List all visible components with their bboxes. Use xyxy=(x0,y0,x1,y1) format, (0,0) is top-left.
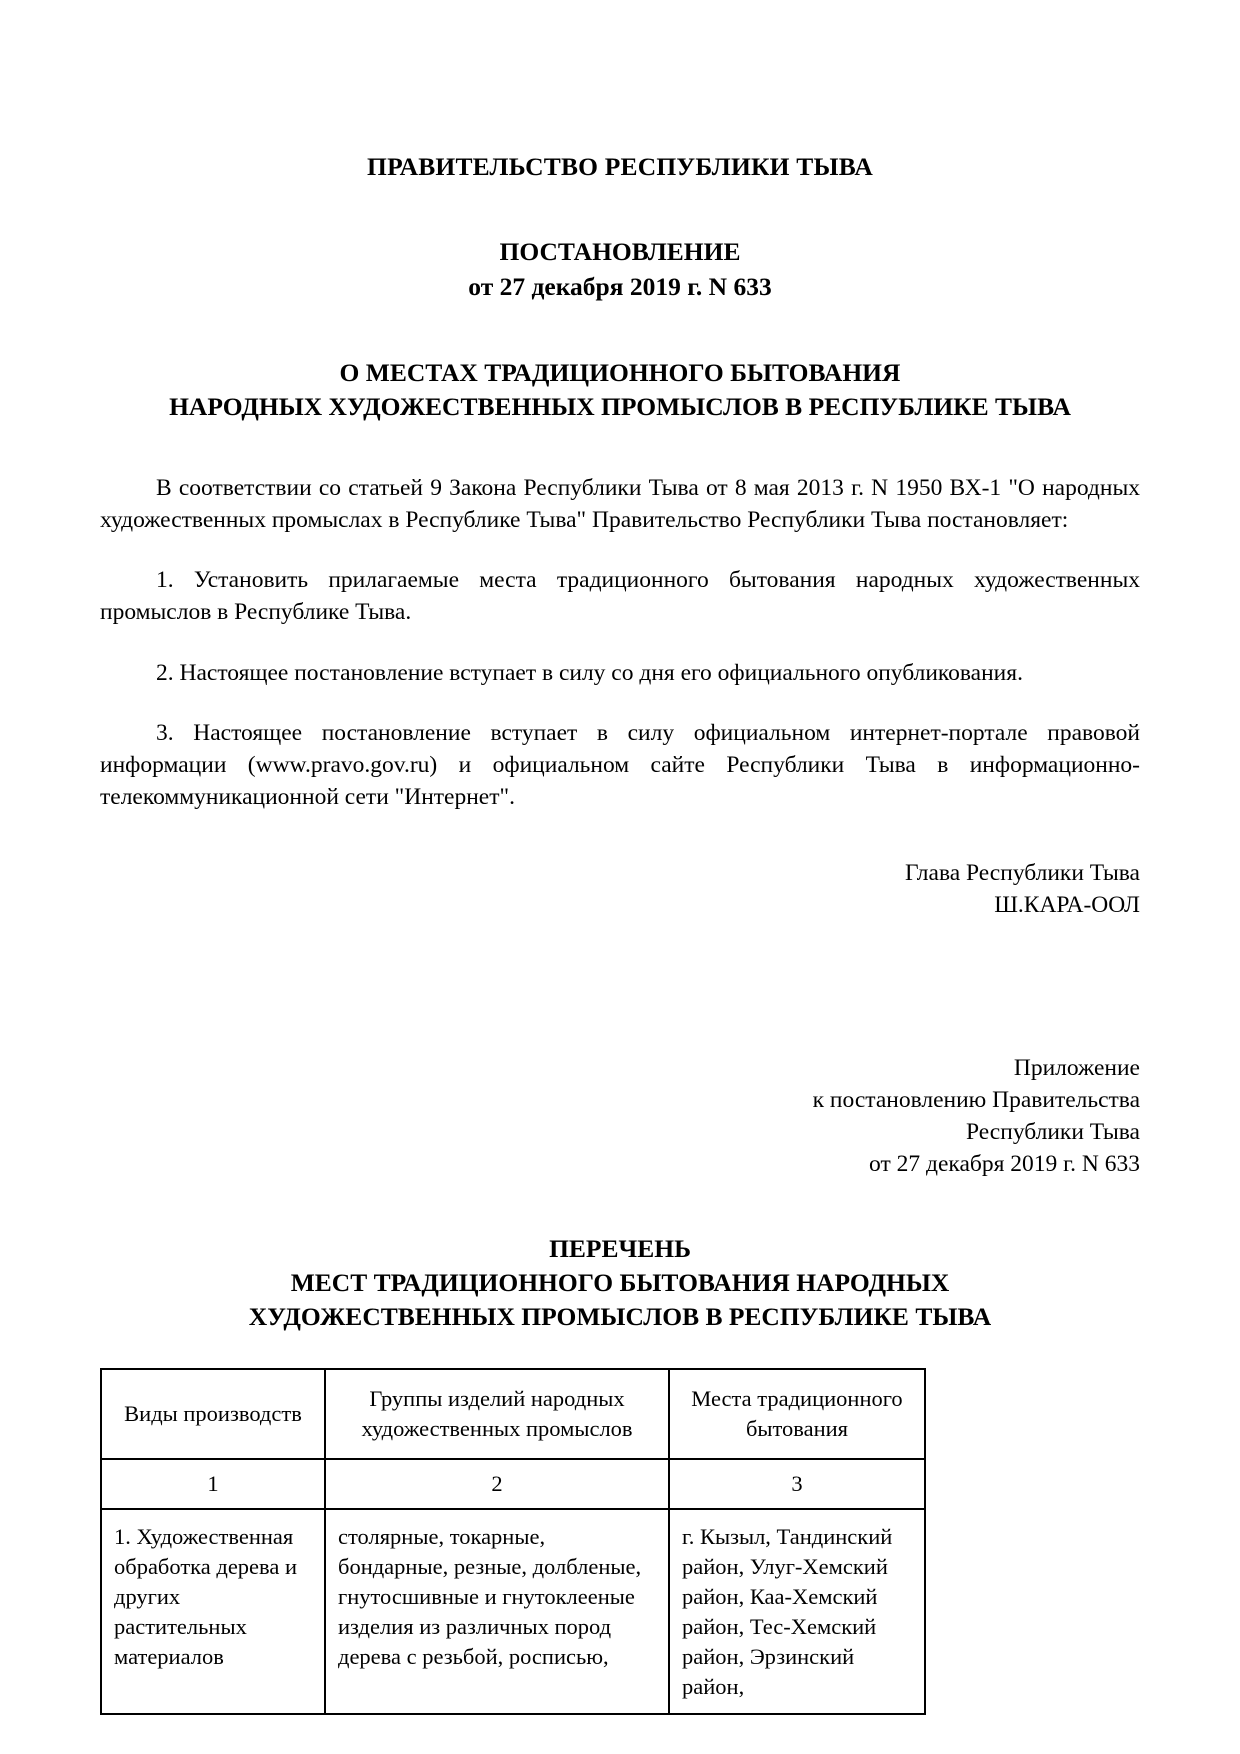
document-subject-heading xyxy=(100,356,1140,424)
places-table-wrapper xyxy=(100,1368,1140,1715)
appendix-reference-block xyxy=(100,1052,1140,1181)
issuer-heading: ПРАВИТЕЛЬСТВО РЕСПУБЛИКИ ТЫВА xyxy=(367,152,873,181)
table-header-cell-production-types: Виды производств xyxy=(101,1369,325,1459)
column-number-1: 1 xyxy=(101,1459,325,1509)
table-header-row xyxy=(101,1369,925,1459)
table-cell-product-group: столярные, токарные, бондарные, резные, долбленые, гнутосшивные и гнутоклееные изделия из различных пород дерева с резьбой, росписью, xyxy=(325,1509,669,1715)
clause-2: 2. Настоящее постановление вступает в силу со дня его официального опубликования. xyxy=(156,659,1023,686)
preamble-paragraph: В соответствии со статьей 9 Закона Республики Тыва от 8 мая 2013 г. N 1950 ВХ-1 "О народных художественных промыслах в Республике Тыва" Правительство Республики Тыва постановляет: xyxy=(100,474,1140,533)
table-header-cell-product-groups: Группы изделий народных художественных промыслов xyxy=(325,1369,669,1459)
subject-line-2: НАРОДНЫХ ХУДОЖЕСТВЕННЫХ ПРОМЫСЛОВ В РЕСПУБЛИКЕ ТЫВА xyxy=(169,391,1071,421)
list-title-heading xyxy=(100,1232,1140,1334)
table-cell-place: г. Кызыл, Тандинский район, Улуг-Хемский район, Каа-Хемский район, Тес-Хемский район, Эрзинский район, xyxy=(669,1509,925,1715)
list-title-line-1: ПЕРЕЧЕНЬ xyxy=(549,1234,691,1264)
subject-line-1: О МЕСТАХ ТРАДИЦИОННОГО БЫТОВАНИЯ xyxy=(339,357,901,387)
document-date-number: от 27 декабря 2019 г. N 633 xyxy=(468,271,772,301)
appendix-source-line: к постановлению Правительства xyxy=(812,1086,1140,1113)
appendix-republic-line: Республики Тыва xyxy=(966,1119,1140,1146)
clause-3: 3. Настоящее постановление вступает в силу официальном интернет-портале правовой информации (www.pravo.gov.ru) и официальном сайте Республики Тыва в информационно-телекоммуникационной сети "Интернет". xyxy=(100,719,1140,811)
table-cell-production-type: 1. Художественная обработка дерева и других растительных материалов xyxy=(101,1509,325,1715)
places-table xyxy=(100,1368,926,1715)
appendix-date-line: от 27 декабря 2019 г. N 633 xyxy=(869,1151,1140,1178)
column-number-2: 2 xyxy=(325,1459,669,1509)
clause-1: 1. Установить прилагаемые места традиционного бытования народных художественных промыслов в Республике Тыва. xyxy=(100,567,1140,626)
signatory-position: Глава Республики Тыва xyxy=(904,860,1140,887)
signatory-name: Ш.КАРА-ООЛ xyxy=(994,892,1140,919)
table-row xyxy=(101,1509,925,1715)
table-header-cell-places: Места традиционного бытования xyxy=(669,1369,925,1459)
list-title-line-3: ХУДОЖЕСТВЕННЫХ ПРОМЫСЛОВ В РЕСПУБЛИКЕ ТЫВА xyxy=(248,1302,992,1332)
table-column-number-row xyxy=(101,1459,925,1509)
column-number-3: 3 xyxy=(669,1459,925,1509)
document-type-heading: ПОСТАНОВЛЕНИЕ xyxy=(499,237,741,267)
signature-block xyxy=(100,857,1140,921)
appendix-label: Приложение xyxy=(1013,1054,1140,1081)
list-title-line-2: МЕСТ ТРАДИЦИОННОГО БЫТОВАНИЯ НАРОДНЫХ xyxy=(290,1268,950,1298)
